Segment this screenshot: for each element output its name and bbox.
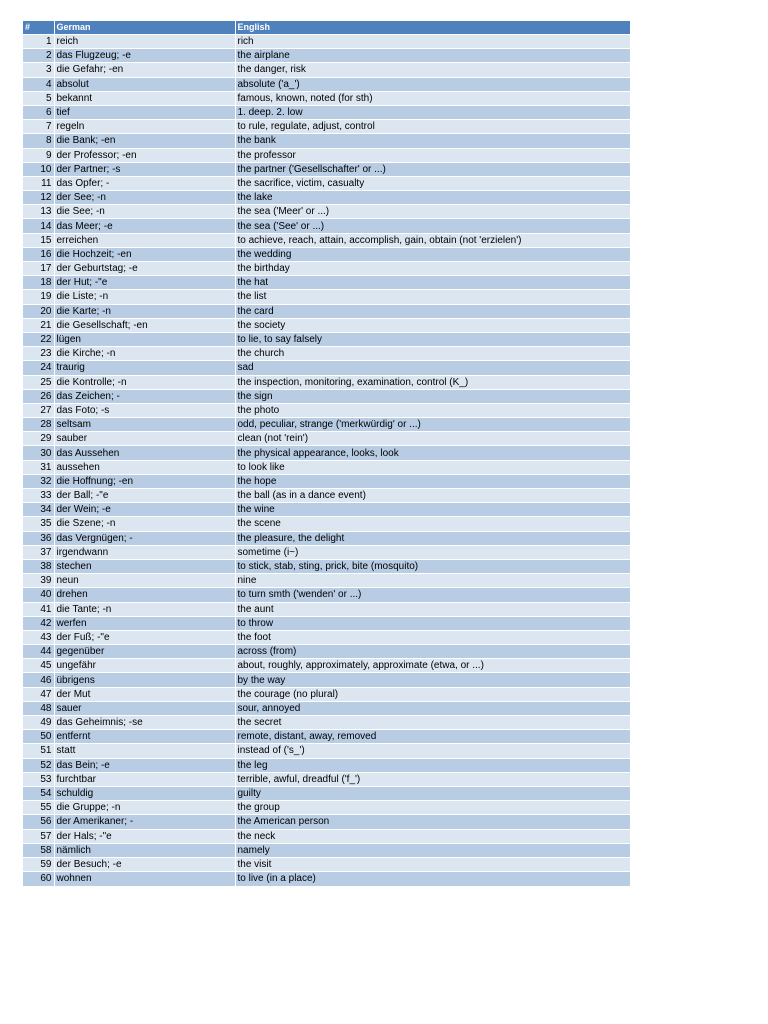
cell-english: the aunt — [235, 602, 630, 616]
table-row — [23, 701, 630, 715]
cell-number: 42 — [23, 616, 54, 630]
table-row — [23, 134, 630, 148]
cell-german: sauer — [54, 701, 235, 715]
cell-number: 29 — [23, 432, 54, 446]
cell-german: der Amerikaner; - — [54, 815, 235, 829]
cell-english: to turn smth ('wenden' or ...) — [235, 588, 630, 602]
cell-english: to live (in a place) — [235, 872, 630, 886]
cell-number: 59 — [23, 857, 54, 871]
cell-german: nämlich — [54, 843, 235, 857]
cell-number: 6 — [23, 105, 54, 119]
cell-german: die Liste; -n — [54, 290, 235, 304]
cell-number: 23 — [23, 347, 54, 361]
cell-german: bekannt — [54, 91, 235, 105]
cell-english: guilty — [235, 786, 630, 800]
cell-german: seltsam — [54, 418, 235, 432]
cell-number: 55 — [23, 801, 54, 815]
cell-english: the partner ('Gesellschafter' or ...) — [235, 162, 630, 176]
cell-number: 17 — [23, 262, 54, 276]
cell-english: the American person — [235, 815, 630, 829]
table-row — [23, 176, 630, 190]
cell-number: 12 — [23, 191, 54, 205]
cell-german: das Vergnügen; - — [54, 531, 235, 545]
table-row — [23, 389, 630, 403]
cell-number: 37 — [23, 545, 54, 559]
cell-english: sometime (i~) — [235, 545, 630, 559]
table-row — [23, 786, 630, 800]
cell-english: to lie, to say falsely — [235, 332, 630, 346]
cell-english: the physical appearance, looks, look — [235, 446, 630, 460]
cell-english: the group — [235, 801, 630, 815]
cell-german: das Flugzeug; -e — [54, 49, 235, 63]
table-row — [23, 49, 630, 63]
cell-english: the leg — [235, 758, 630, 772]
table-row — [23, 659, 630, 673]
cell-english: the secret — [235, 716, 630, 730]
cell-number: 51 — [23, 744, 54, 758]
cell-german: entfernt — [54, 730, 235, 744]
cell-english: the neck — [235, 829, 630, 843]
table-row — [23, 843, 630, 857]
cell-english: the lake — [235, 191, 630, 205]
table-row — [23, 233, 630, 247]
cell-english: about, roughly, approximately, approximate (etwa, or ...) — [235, 659, 630, 673]
cell-number: 5 — [23, 91, 54, 105]
table-row — [23, 35, 630, 49]
cell-german: die See; -n — [54, 205, 235, 219]
cell-number: 50 — [23, 730, 54, 744]
table-row — [23, 730, 630, 744]
cell-english: the scene — [235, 517, 630, 531]
cell-number: 58 — [23, 843, 54, 857]
cell-english: the ball (as in a dance event) — [235, 489, 630, 503]
cell-english: the courage (no plural) — [235, 687, 630, 701]
table-row — [23, 460, 630, 474]
cell-german: drehen — [54, 588, 235, 602]
table-row — [23, 772, 630, 786]
cell-number: 22 — [23, 332, 54, 346]
vocabulary-table — [23, 21, 630, 886]
table-row — [23, 290, 630, 304]
cell-number: 13 — [23, 205, 54, 219]
table-row — [23, 120, 630, 134]
table-row — [23, 503, 630, 517]
table-row — [23, 63, 630, 77]
table-row — [23, 574, 630, 588]
cell-english: the wedding — [235, 247, 630, 261]
table-header — [23, 21, 630, 35]
table-row — [23, 801, 630, 815]
cell-number: 49 — [23, 716, 54, 730]
cell-german: furchtbar — [54, 772, 235, 786]
cell-number: 3 — [23, 63, 54, 77]
cell-english: the card — [235, 304, 630, 318]
cell-german: wohnen — [54, 872, 235, 886]
cell-number: 21 — [23, 318, 54, 332]
table-row — [23, 276, 630, 290]
cell-german: werfen — [54, 616, 235, 630]
cell-number: 27 — [23, 403, 54, 417]
cell-german: der Professor; -en — [54, 148, 235, 162]
cell-number: 57 — [23, 829, 54, 843]
table-row — [23, 148, 630, 162]
table-row — [23, 545, 630, 559]
cell-english: the visit — [235, 857, 630, 871]
cell-number: 33 — [23, 489, 54, 503]
cell-german: aussehen — [54, 460, 235, 474]
cell-german: übrigens — [54, 673, 235, 687]
cell-german: der Wein; -e — [54, 503, 235, 517]
cell-german: das Zeichen; - — [54, 389, 235, 403]
cell-number: 45 — [23, 659, 54, 673]
cell-english: sour, annoyed — [235, 701, 630, 715]
cell-german: die Gefahr; -en — [54, 63, 235, 77]
cell-number: 43 — [23, 630, 54, 644]
cell-number: 7 — [23, 120, 54, 134]
cell-number: 16 — [23, 247, 54, 261]
cell-german: irgendwann — [54, 545, 235, 559]
cell-german: das Geheimnis; -se — [54, 716, 235, 730]
cell-number: 35 — [23, 517, 54, 531]
cell-number: 19 — [23, 290, 54, 304]
cell-number: 53 — [23, 772, 54, 786]
cell-english: by the way — [235, 673, 630, 687]
cell-german: tief — [54, 105, 235, 119]
table-row — [23, 588, 630, 602]
table-row — [23, 432, 630, 446]
table-row — [23, 474, 630, 488]
cell-number: 10 — [23, 162, 54, 176]
cell-english: the church — [235, 347, 630, 361]
cell-german: der Mut — [54, 687, 235, 701]
cell-number: 24 — [23, 361, 54, 375]
cell-english: the professor — [235, 148, 630, 162]
table-row — [23, 687, 630, 701]
cell-german: die Gruppe; -n — [54, 801, 235, 815]
cell-english: the birthday — [235, 262, 630, 276]
cell-german: statt — [54, 744, 235, 758]
table-row — [23, 559, 630, 573]
cell-german: der Besuch; -e — [54, 857, 235, 871]
table-row — [23, 347, 630, 361]
cell-number: 56 — [23, 815, 54, 829]
cell-number: 18 — [23, 276, 54, 290]
table-row — [23, 247, 630, 261]
cell-number: 36 — [23, 531, 54, 545]
cell-number: 46 — [23, 673, 54, 687]
cell-german: das Foto; -s — [54, 403, 235, 417]
cell-english: the foot — [235, 630, 630, 644]
cell-german: der Hut; -"e — [54, 276, 235, 290]
cell-german: das Bein; -e — [54, 758, 235, 772]
cell-english: nine — [235, 574, 630, 588]
cell-number: 40 — [23, 588, 54, 602]
cell-english: rich — [235, 35, 630, 49]
cell-english: instead of ('s_') — [235, 744, 630, 758]
cell-german: der Partner; -s — [54, 162, 235, 176]
cell-number: 8 — [23, 134, 54, 148]
cell-german: das Opfer; - — [54, 176, 235, 190]
table-row — [23, 375, 630, 389]
table-row — [23, 616, 630, 630]
cell-number: 52 — [23, 758, 54, 772]
cell-number: 20 — [23, 304, 54, 318]
table-row — [23, 857, 630, 871]
cell-english: the inspection, monitoring, examination, control (K_) — [235, 375, 630, 389]
cell-english: the wine — [235, 503, 630, 517]
cell-english: remote, distant, away, removed — [235, 730, 630, 744]
table-row — [23, 77, 630, 91]
cell-german: sauber — [54, 432, 235, 446]
cell-english: clean (not 'rein') — [235, 432, 630, 446]
cell-number: 41 — [23, 602, 54, 616]
cell-german: neun — [54, 574, 235, 588]
cell-german: traurig — [54, 361, 235, 375]
header-german: German — [54, 21, 235, 35]
cell-german: gegenüber — [54, 645, 235, 659]
cell-number: 26 — [23, 389, 54, 403]
cell-number: 38 — [23, 559, 54, 573]
header-row — [23, 21, 630, 35]
table-row — [23, 162, 630, 176]
cell-number: 14 — [23, 219, 54, 233]
table-row — [23, 645, 630, 659]
cell-english: sad — [235, 361, 630, 375]
cell-english: to rule, regulate, adjust, control — [235, 120, 630, 134]
table-row — [23, 418, 630, 432]
cell-german: schuldig — [54, 786, 235, 800]
cell-english: the airplane — [235, 49, 630, 63]
cell-number: 60 — [23, 872, 54, 886]
cell-english: the sign — [235, 389, 630, 403]
cell-german: die Szene; -n — [54, 517, 235, 531]
table-row — [23, 829, 630, 843]
cell-german: der Geburtstag; -e — [54, 262, 235, 276]
table-row — [23, 262, 630, 276]
cell-english: the sacrifice, victim, casualty — [235, 176, 630, 190]
cell-german: die Hochzeit; -en — [54, 247, 235, 261]
cell-number: 30 — [23, 446, 54, 460]
table-row — [23, 91, 630, 105]
cell-number: 9 — [23, 148, 54, 162]
cell-german: die Gesellschaft; -en — [54, 318, 235, 332]
cell-german: der See; -n — [54, 191, 235, 205]
cell-number: 39 — [23, 574, 54, 588]
cell-german: lügen — [54, 332, 235, 346]
cell-english: the society — [235, 318, 630, 332]
cell-german: die Kontrolle; -n — [54, 375, 235, 389]
cell-german: der Fuß; -"e — [54, 630, 235, 644]
cell-german: ungefähr — [54, 659, 235, 673]
header-number: # — [23, 21, 54, 35]
cell-number: 32 — [23, 474, 54, 488]
cell-english: the list — [235, 290, 630, 304]
cell-german: erreichen — [54, 233, 235, 247]
cell-english: the pleasure, the delight — [235, 531, 630, 545]
cell-english: the hope — [235, 474, 630, 488]
table-row — [23, 361, 630, 375]
cell-english: to throw — [235, 616, 630, 630]
cell-number: 28 — [23, 418, 54, 432]
table-row — [23, 602, 630, 616]
cell-english: across (from) — [235, 645, 630, 659]
cell-german: regeln — [54, 120, 235, 134]
cell-number: 31 — [23, 460, 54, 474]
table-row — [23, 446, 630, 460]
table-row — [23, 105, 630, 119]
cell-english: terrible, awful, dreadful ('f_') — [235, 772, 630, 786]
cell-english: to look like — [235, 460, 630, 474]
cell-number: 1 — [23, 35, 54, 49]
cell-number: 48 — [23, 701, 54, 715]
table-row — [23, 517, 630, 531]
cell-german: stechen — [54, 559, 235, 573]
cell-english: the danger, risk — [235, 63, 630, 77]
cell-german: das Aussehen — [54, 446, 235, 460]
cell-number: 15 — [23, 233, 54, 247]
table-row — [23, 872, 630, 886]
cell-english: the sea ('See' or ...) — [235, 219, 630, 233]
cell-german: der Hals; -"e — [54, 829, 235, 843]
table-row — [23, 673, 630, 687]
table-row — [23, 815, 630, 829]
cell-number: 11 — [23, 176, 54, 190]
cell-number: 54 — [23, 786, 54, 800]
cell-english: absolute ('a_') — [235, 77, 630, 91]
cell-english: 1. deep. 2. low — [235, 105, 630, 119]
table-row — [23, 744, 630, 758]
cell-english: famous, known, noted (for sth) — [235, 91, 630, 105]
cell-number: 2 — [23, 49, 54, 63]
cell-english: odd, peculiar, strange ('merkwürdig' or ...) — [235, 418, 630, 432]
cell-german: die Hoffnung; -en — [54, 474, 235, 488]
cell-english: the bank — [235, 134, 630, 148]
cell-english: the sea ('Meer' or ...) — [235, 205, 630, 219]
cell-number: 34 — [23, 503, 54, 517]
table-body — [23, 35, 630, 886]
cell-english: to stick, stab, sting, prick, bite (mosquito) — [235, 559, 630, 573]
cell-english: the photo — [235, 403, 630, 417]
cell-german: reich — [54, 35, 235, 49]
header-english: English — [235, 21, 630, 35]
table-row — [23, 318, 630, 332]
cell-german: die Bank; -en — [54, 134, 235, 148]
table-row — [23, 489, 630, 503]
cell-german: das Meer; -e — [54, 219, 235, 233]
table-row — [23, 205, 630, 219]
cell-number: 25 — [23, 375, 54, 389]
table-row — [23, 332, 630, 346]
cell-english: namely — [235, 843, 630, 857]
cell-german: der Ball; -"e — [54, 489, 235, 503]
table-row — [23, 630, 630, 644]
cell-german: die Karte; -n — [54, 304, 235, 318]
cell-english: the hat — [235, 276, 630, 290]
table-row — [23, 304, 630, 318]
cell-number: 47 — [23, 687, 54, 701]
cell-german: die Tante; -n — [54, 602, 235, 616]
cell-german: absolut — [54, 77, 235, 91]
table-row — [23, 531, 630, 545]
cell-english: to achieve, reach, attain, accomplish, gain, obtain (not 'erzielen') — [235, 233, 630, 247]
table-row — [23, 716, 630, 730]
cell-german: die Kirche; -n — [54, 347, 235, 361]
table-row — [23, 403, 630, 417]
table-row — [23, 191, 630, 205]
table-row — [23, 219, 630, 233]
table-row — [23, 758, 630, 772]
cell-number: 44 — [23, 645, 54, 659]
cell-number: 4 — [23, 77, 54, 91]
